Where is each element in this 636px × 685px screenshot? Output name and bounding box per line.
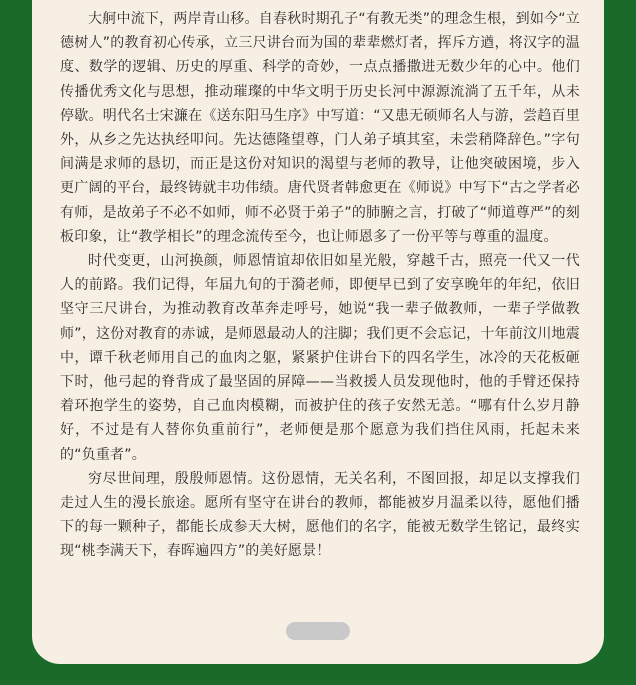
scroll-handle[interactable] <box>286 622 350 640</box>
article-paragraph-1: 大舸中流下，两岸青山移。自春秋时期孔子“有教无类”的理念生根，到如今“立德树人”的教育初心传承，立三尺讲台而为国的辈辈燃灯者，挥斥方遒，将汉字的温度、数学的逻辑、历史的厚重、科学的奇妙，一点点播撒进无数少年的心中。他们传播优秀文化与思想，推动璀璨的中华文明于历史长河中源源流淌了五千年，从未停歇。明代名士宋濂在《送东阳马生序》中写道：“又患无硕师名人与游，尝趋百里外，从乡之先达执经叩问。先达德隆望尊，门人弟子填其室，未尝稍降辞色。”字句间满是求师的恳切，而正是这份对知识的渴望与老师的教导，让他突破困境，步入更广阔的平台，最终铸就丰功伟绩。唐代贤者韩愈更在《师说》中写下“古之学者必有师，是故弟子不必不如师，师不必贤于弟子”的肺腑之言，打破了“师道尊严”的刻板印象，让“教学相长”的理念流传至今，也让师恩多了一份平等与尊重的温度。 <box>60 11 580 245</box>
article-card <box>32 0 604 664</box>
article-paragraph-2: 时代变更，山河换颜，师恩情谊却依旧如星光般，穿越千古，照亮一代又一代人的前路。我们记得，年届九旬的于漪老师，即便早已到了安享晚年的年纪，依旧坚守三尺讲台，为推动教育改革奔走呼号，她说“我一辈子做教师，一辈子学做教师”，这份对教育的赤诚，是师恩最动人的注脚；我们更不会忘记，十年前汶川地震中，谭千秋老师用自己的血肉之躯，紧紧护住讲台下的四名学生，冰冷的天花板砸下时，他弓起的脊背成了最坚固的屏障——当救援人员发现他时，他的手臂还保持着环抱学生的姿势，自己血肉模糊，而被护住的孩子安然无恙。“哪有什么岁月静好，不过是有人替你负重前行”，老师便是那个愿意为我们挡住风雨，托起未来的“负重者”。 <box>60 253 580 463</box>
article-body <box>60 7 580 564</box>
article-paragraph-3: 穷尽世间理，殷殷师恩情。这份恩情，无关名利，不图回报，却足以支撑我们走过人生的漫长旅途。愿所有坚守在讲台的教师，都能被岁月温柔以待，愿他们播下的每一颗种子，都能长成参天大树，愿他们的名字，能被无数学生铭记，最终实现“桃李满天下，春晖遍四方”的美好愿景！ <box>60 470 580 560</box>
